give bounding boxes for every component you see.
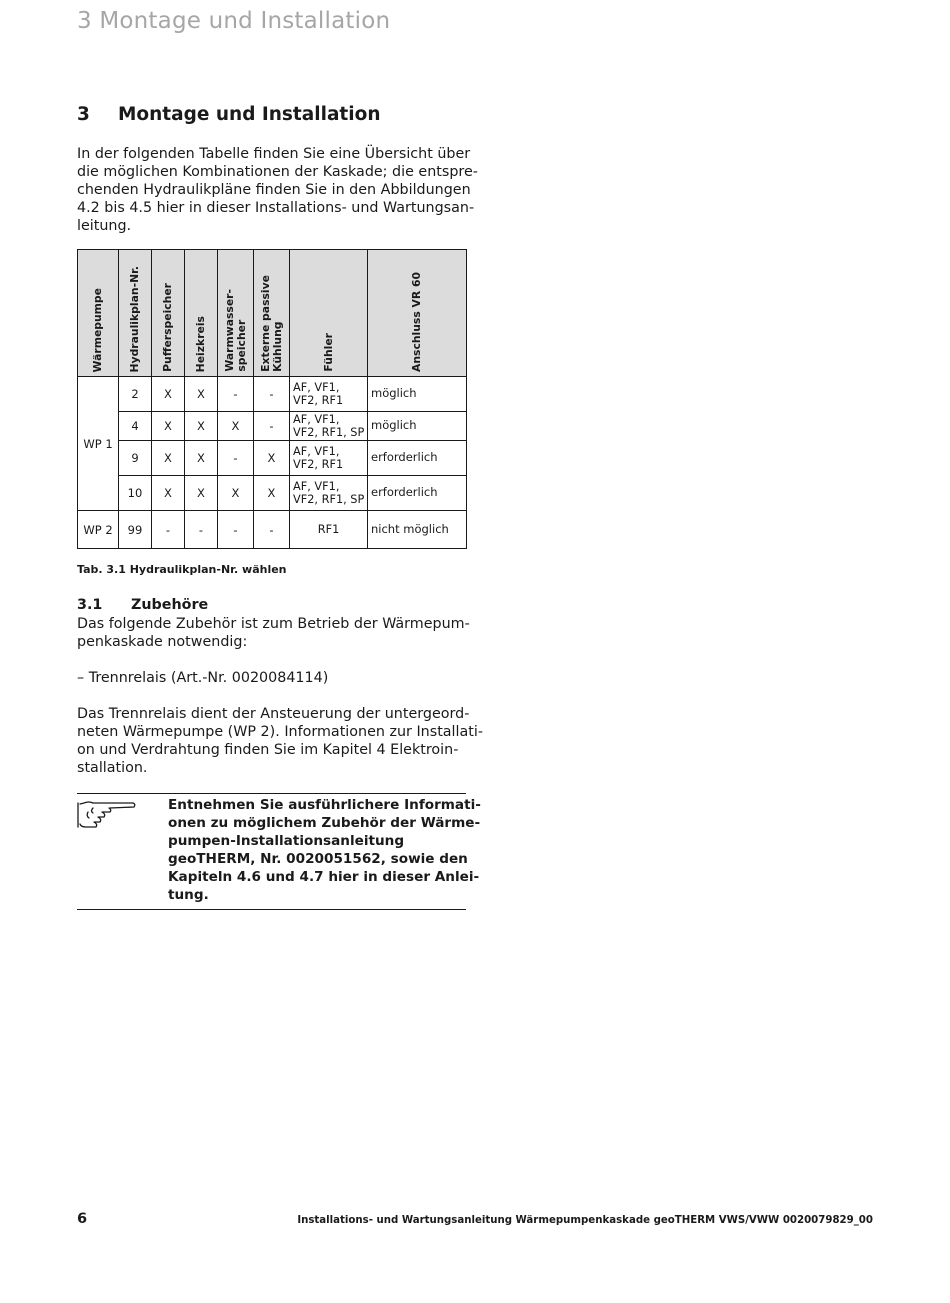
fuehler-cell: RF1: [290, 511, 368, 549]
ww-cell: -: [218, 441, 254, 476]
header-kuehlung: Externe passive Kühlung: [254, 250, 290, 377]
relay-paragraph: [77, 705, 484, 777]
puffer-cell: X: [152, 377, 185, 412]
header-pufferspeicher: Pufferspeicher: [152, 250, 185, 377]
header-hydraulikplan: Hydraulikplan-Nr.: [119, 250, 152, 377]
header-waermepumpe: Wärmepumpe: [78, 250, 119, 377]
hydraulikplan-table: [77, 249, 467, 549]
heiz-cell: X: [185, 412, 218, 441]
anschluss-cell: möglich: [368, 412, 467, 441]
anschluss-cell: möglich: [368, 377, 467, 412]
fuehler-cell: AF, VF1, VF2, RF1, SP: [290, 412, 368, 441]
paragraph-line: penkaskade notwendig:: [77, 634, 248, 650]
plan-cell: 10: [119, 476, 152, 511]
ww-cell: X: [218, 476, 254, 511]
note-line: onen zu möglichem Zubehör der Wärme-: [168, 815, 481, 831]
plan-cell: 4: [119, 412, 152, 441]
fuehler-cell: AF, VF1, VF2, RF1: [290, 441, 368, 476]
note-top-rule: [77, 793, 466, 794]
table-row: [78, 412, 467, 441]
plan-cell: 9: [119, 441, 152, 476]
header-warmwasserspeicher: Warmwasser- speicher: [218, 250, 254, 377]
heiz-cell: -: [185, 511, 218, 549]
table-row: [78, 476, 467, 511]
section-title-text: Montage und Installation: [118, 104, 381, 125]
section-number: 3: [77, 104, 90, 125]
running-header: 3 Montage und Installation: [77, 8, 391, 34]
note-line: geoTHERM, Nr. 0020051562, sowie den: [168, 851, 468, 867]
footer-text: Installations- und Wartungsanleitung Wärmepumpenkaskade geoTHERM VWS/VWW 0020079829_00: [297, 1215, 873, 1226]
plan-cell: 2: [119, 377, 152, 412]
ww-cell: X: [218, 412, 254, 441]
puffer-cell: X: [152, 476, 185, 511]
heiz-cell: X: [185, 476, 218, 511]
note-line: Entnehmen Sie ausführlichere Informati-: [168, 797, 481, 813]
kuehl-cell: -: [254, 412, 290, 441]
plan-cell: 99: [119, 511, 152, 549]
intro-line: chenden Hydraulikpläne finden Sie in den Abbildungen: [77, 182, 471, 198]
heiz-cell: X: [185, 377, 218, 412]
table-row: [78, 377, 467, 412]
accessories-paragraph: [77, 615, 472, 651]
table-caption: Tab. 3.1 Hydraulikplan-Nr. wählen: [77, 563, 287, 576]
paragraph-line: neten Wärmepumpe (WP 2). Informationen zur Installati-: [77, 724, 484, 740]
ww-cell: -: [218, 377, 254, 412]
page-number: 6: [77, 1211, 88, 1227]
subsection-title: [77, 597, 208, 613]
intro-paragraph: [77, 145, 478, 235]
puffer-cell: X: [152, 412, 185, 441]
paragraph-line: on und Verdrahtung finden Sie im Kapitel 4 Elektroin-: [77, 742, 459, 758]
paragraph-line: Das Trennrelais dient der Ansteuerung der untergeord-: [77, 706, 470, 722]
header-fuehler: Fühler: [290, 250, 368, 377]
note-text: [168, 796, 481, 904]
intro-line: 4.2 bis 4.5 hier in dieser Installations- und Wartungsan-: [77, 200, 475, 216]
puffer-cell: -: [152, 511, 185, 549]
header-anschluss: Anschluss VR 60: [368, 250, 467, 377]
note-bottom-rule: [77, 909, 466, 910]
header-heizkreis: Heizkreis: [185, 250, 218, 377]
accessory-list-item: – Trennrelais (Art.-Nr. 0020084114): [77, 670, 329, 686]
kuehl-cell: -: [254, 511, 290, 549]
table-header-row: [78, 250, 467, 377]
anschluss-cell: erforderlich: [368, 441, 467, 476]
kuehl-cell: X: [254, 476, 290, 511]
intro-line: leitung.: [77, 218, 132, 234]
ww-cell: -: [218, 511, 254, 549]
subsection-number: 3.1: [77, 597, 103, 613]
kuehl-cell: X: [254, 441, 290, 476]
note-line: Kapiteln 4.6 und 4.7 hier in dieser Anlei-: [168, 869, 480, 885]
table-row: [78, 441, 467, 476]
anschluss-cell: erforderlich: [368, 476, 467, 511]
intro-line: In der folgenden Tabelle finden Sie eine Übersicht über: [77, 146, 471, 162]
fuehler-cell: AF, VF1, VF2, RF1: [290, 377, 368, 412]
intro-line: die möglichen Kombinationen der Kaskade; die entspre-: [77, 164, 478, 180]
heiz-cell: X: [185, 441, 218, 476]
paragraph-line: Das folgende Zubehör ist zum Betrieb der Wärmepum-: [77, 616, 470, 632]
kuehl-cell: -: [254, 377, 290, 412]
group-cell-wp2: WP 2: [78, 511, 119, 549]
subsection-title-text: Zubehöre: [131, 597, 209, 613]
section-title: [77, 104, 381, 125]
fuehler-cell: AF, VF1, VF2, RF1, SP: [290, 476, 368, 511]
table-row: [78, 511, 467, 549]
note-line: tung.: [168, 887, 209, 903]
pointing-hand-icon: [77, 798, 137, 832]
puffer-cell: X: [152, 441, 185, 476]
paragraph-line: stallation.: [77, 760, 148, 776]
anschluss-cell: nicht möglich: [368, 511, 467, 549]
group-cell-wp1: WP 1: [78, 377, 119, 511]
note-line: pumpen-Installationsanleitung: [168, 833, 405, 849]
